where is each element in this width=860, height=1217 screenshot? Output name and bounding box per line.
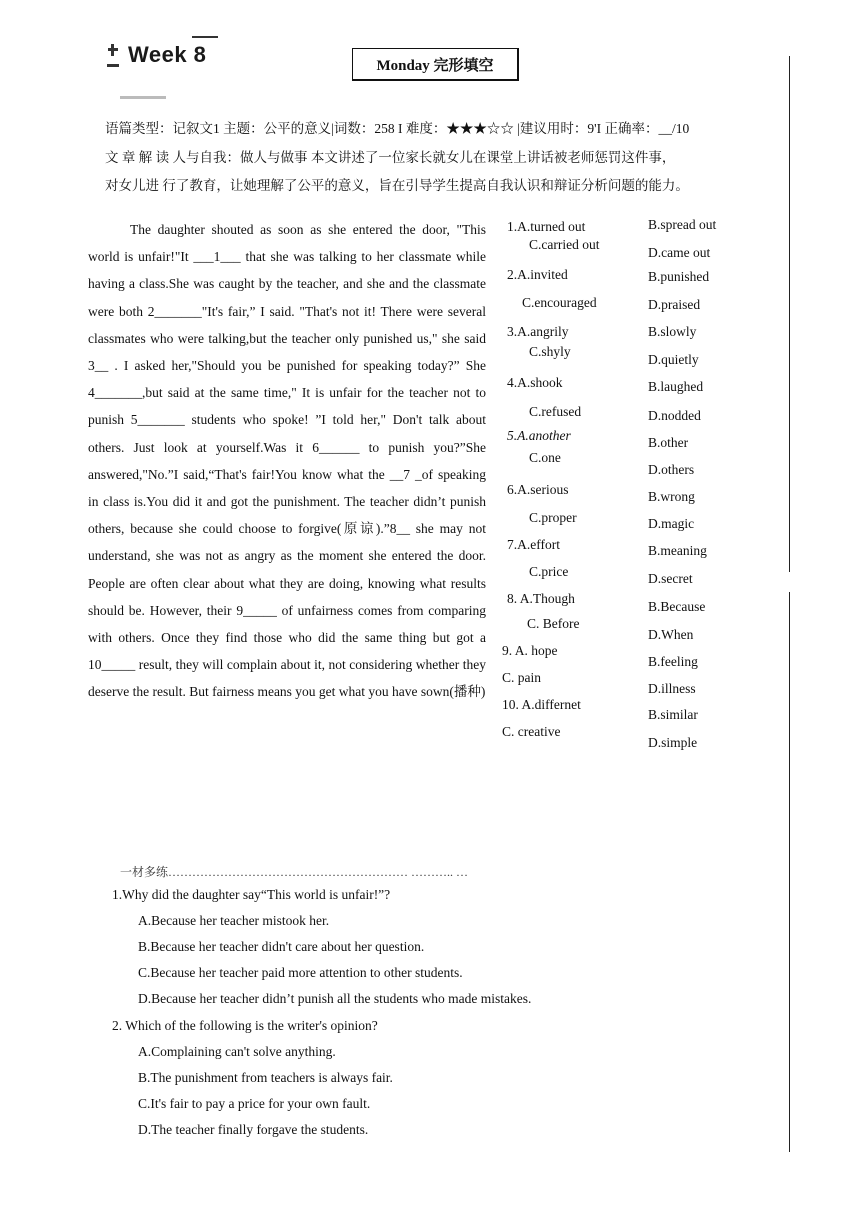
page-title: Monday 完形填空 <box>352 48 519 81</box>
passage-text: The daughter shouted as soon as she entered the door, "This world is unfair!"It ___1___ that she was talking to her classmate while having a class.She was caught by the teacher, and she and the classmate were both 2_______"It's fair,” I said. "That's not it! There were several classmates who were talking,but the teacher only punished us," she said 3__ . I asked her,"Should you be punished for speaking today?” She 4_______,but said at the same time," It is unfair for the teacher not to punish 5_______ students who spoke! ”I told her," Don't talk about others. Just look at yourself.Was it 6______ to punish you?”She answered,"No.”I said,“That's fair!You know what the __7 _of speaking in class is.You did it and got the punishment. The teacher didn’t punish others, because she could choose to forgive(原谅).”8__ she may not understand, she was not as angry as the moment she entered the door. People are often clear about what they are doing, knowing what results should be. However, their 9_____ of unfairness comes from comparing with others. Once they find those who did the same thing but got a 10_____ result, they will complain about it, not considering whether they deserve the result. But fairness means you get what you have sown(播种) <box>88 222 486 700</box>
option-8-c: C. Before <box>527 616 580 631</box>
question-1-option-d: D.Because her teacher didn’t punish all the students who made mistakes. <box>138 991 532 1006</box>
option-6-c: C.proper <box>529 510 577 525</box>
option-1-b: B.spread out <box>648 217 717 232</box>
question-2-option-b: B.The punishment from teachers is always fair. <box>138 1070 393 1085</box>
question-2: 2. Which of the following is the writer's opinion? <box>112 1018 378 1033</box>
option-5-c: C.one <box>529 450 561 465</box>
week-label: Week 8 <box>128 42 207 67</box>
option-9-a: 9. A. hope <box>502 643 558 658</box>
option-2-d: D.praised <box>648 297 701 312</box>
meta-line-3: 对女儿进 行了教育，让她理解了公平的意义，旨在引导学生提高自我认识和辩证分析问题的能力。 <box>105 178 689 193</box>
option-4-b: B.laughed <box>648 379 704 394</box>
option-6-d: D.magic <box>648 516 695 531</box>
question-1: 1.Why did the daughter say“This world is unfair!”? <box>112 887 391 902</box>
option-5-b: B.other <box>648 435 689 450</box>
option-4-c: C.refused <box>529 404 582 419</box>
meta-line-2: 文 章 解 读 人与自我：做人与做事 本文讲述了一位家长就女儿在课堂上讲话被老师惩罚这件事， <box>105 150 676 165</box>
option-3-c: C.shyly <box>529 344 571 359</box>
question-1-option-b: B.Because her teacher didn't care about her question. <box>138 939 425 954</box>
option-3-d: D.quietly <box>648 352 699 367</box>
right-margin-rule-top <box>789 56 790 572</box>
option-10-b: B.similar <box>648 707 698 722</box>
option-6-a: 6.A.serious <box>507 482 569 497</box>
option-8-a: 8. A.Though <box>507 591 575 606</box>
week-underline-bottom <box>120 96 166 99</box>
option-5-d: D.others <box>648 462 695 477</box>
option-7-d: D.secret <box>648 571 693 586</box>
option-7-a: 7.A.effort <box>507 537 560 552</box>
option-10-a: 10. A.differnet <box>502 697 581 712</box>
question-2-option-d: D.The teacher finally forgave the students. <box>138 1122 369 1137</box>
option-2-a: 2.A.invited <box>507 267 568 282</box>
option-9-b: B.feeling <box>648 654 698 669</box>
option-2-c: C.encouraged <box>522 295 597 310</box>
option-3-a: 3.A.angrily <box>507 324 569 339</box>
option-7-b: B.meaning <box>648 543 707 558</box>
option-6-b: B.wrong <box>648 489 695 504</box>
question-2-option-c: C.It's fair to pay a price for your own fault. <box>138 1096 371 1111</box>
option-8-d: D.When <box>648 627 694 642</box>
option-1-c: C.carried out <box>529 237 600 252</box>
option-9-c: C. pain <box>502 670 541 685</box>
option-4-a: 4.A.shook <box>507 375 563 390</box>
option-7-c: C.price <box>529 564 569 579</box>
option-3-b: B.slowly <box>648 324 697 339</box>
option-2-b: B.punished <box>648 269 710 284</box>
question-1-option-a: A.Because her teacher mistook her. <box>138 913 330 928</box>
option-9-d: D.illness <box>648 681 696 696</box>
option-1-d: D.came out <box>648 245 711 260</box>
question-2-option-a: A.Complaining can't solve anything. <box>138 1044 336 1059</box>
meta-line-1: 语篇类型：记叙文1 主题：公平的意义|词数：258 I 难度：★★★☆☆ |建议用时：9'I 正确率：__/10 <box>105 121 690 136</box>
week-mark-icon <box>106 44 120 72</box>
practice-heading: 一材多练…………………………………………………… ……….. … <box>120 865 469 879</box>
option-8-b: B.Because <box>648 599 706 614</box>
question-1-option-c: C.Because her teacher paid more attention to other students. <box>138 965 463 980</box>
passage <box>88 216 486 706</box>
right-margin-rule-bottom <box>789 592 790 1152</box>
option-5-a: 5.A.another <box>507 428 571 443</box>
option-10-c: C. creative <box>502 724 561 739</box>
option-1-a: 1.A.turned out <box>507 219 586 234</box>
week-underline-top <box>192 36 218 38</box>
option-10-d: D.simple <box>648 735 698 750</box>
option-4-d: D.nodded <box>648 408 701 423</box>
